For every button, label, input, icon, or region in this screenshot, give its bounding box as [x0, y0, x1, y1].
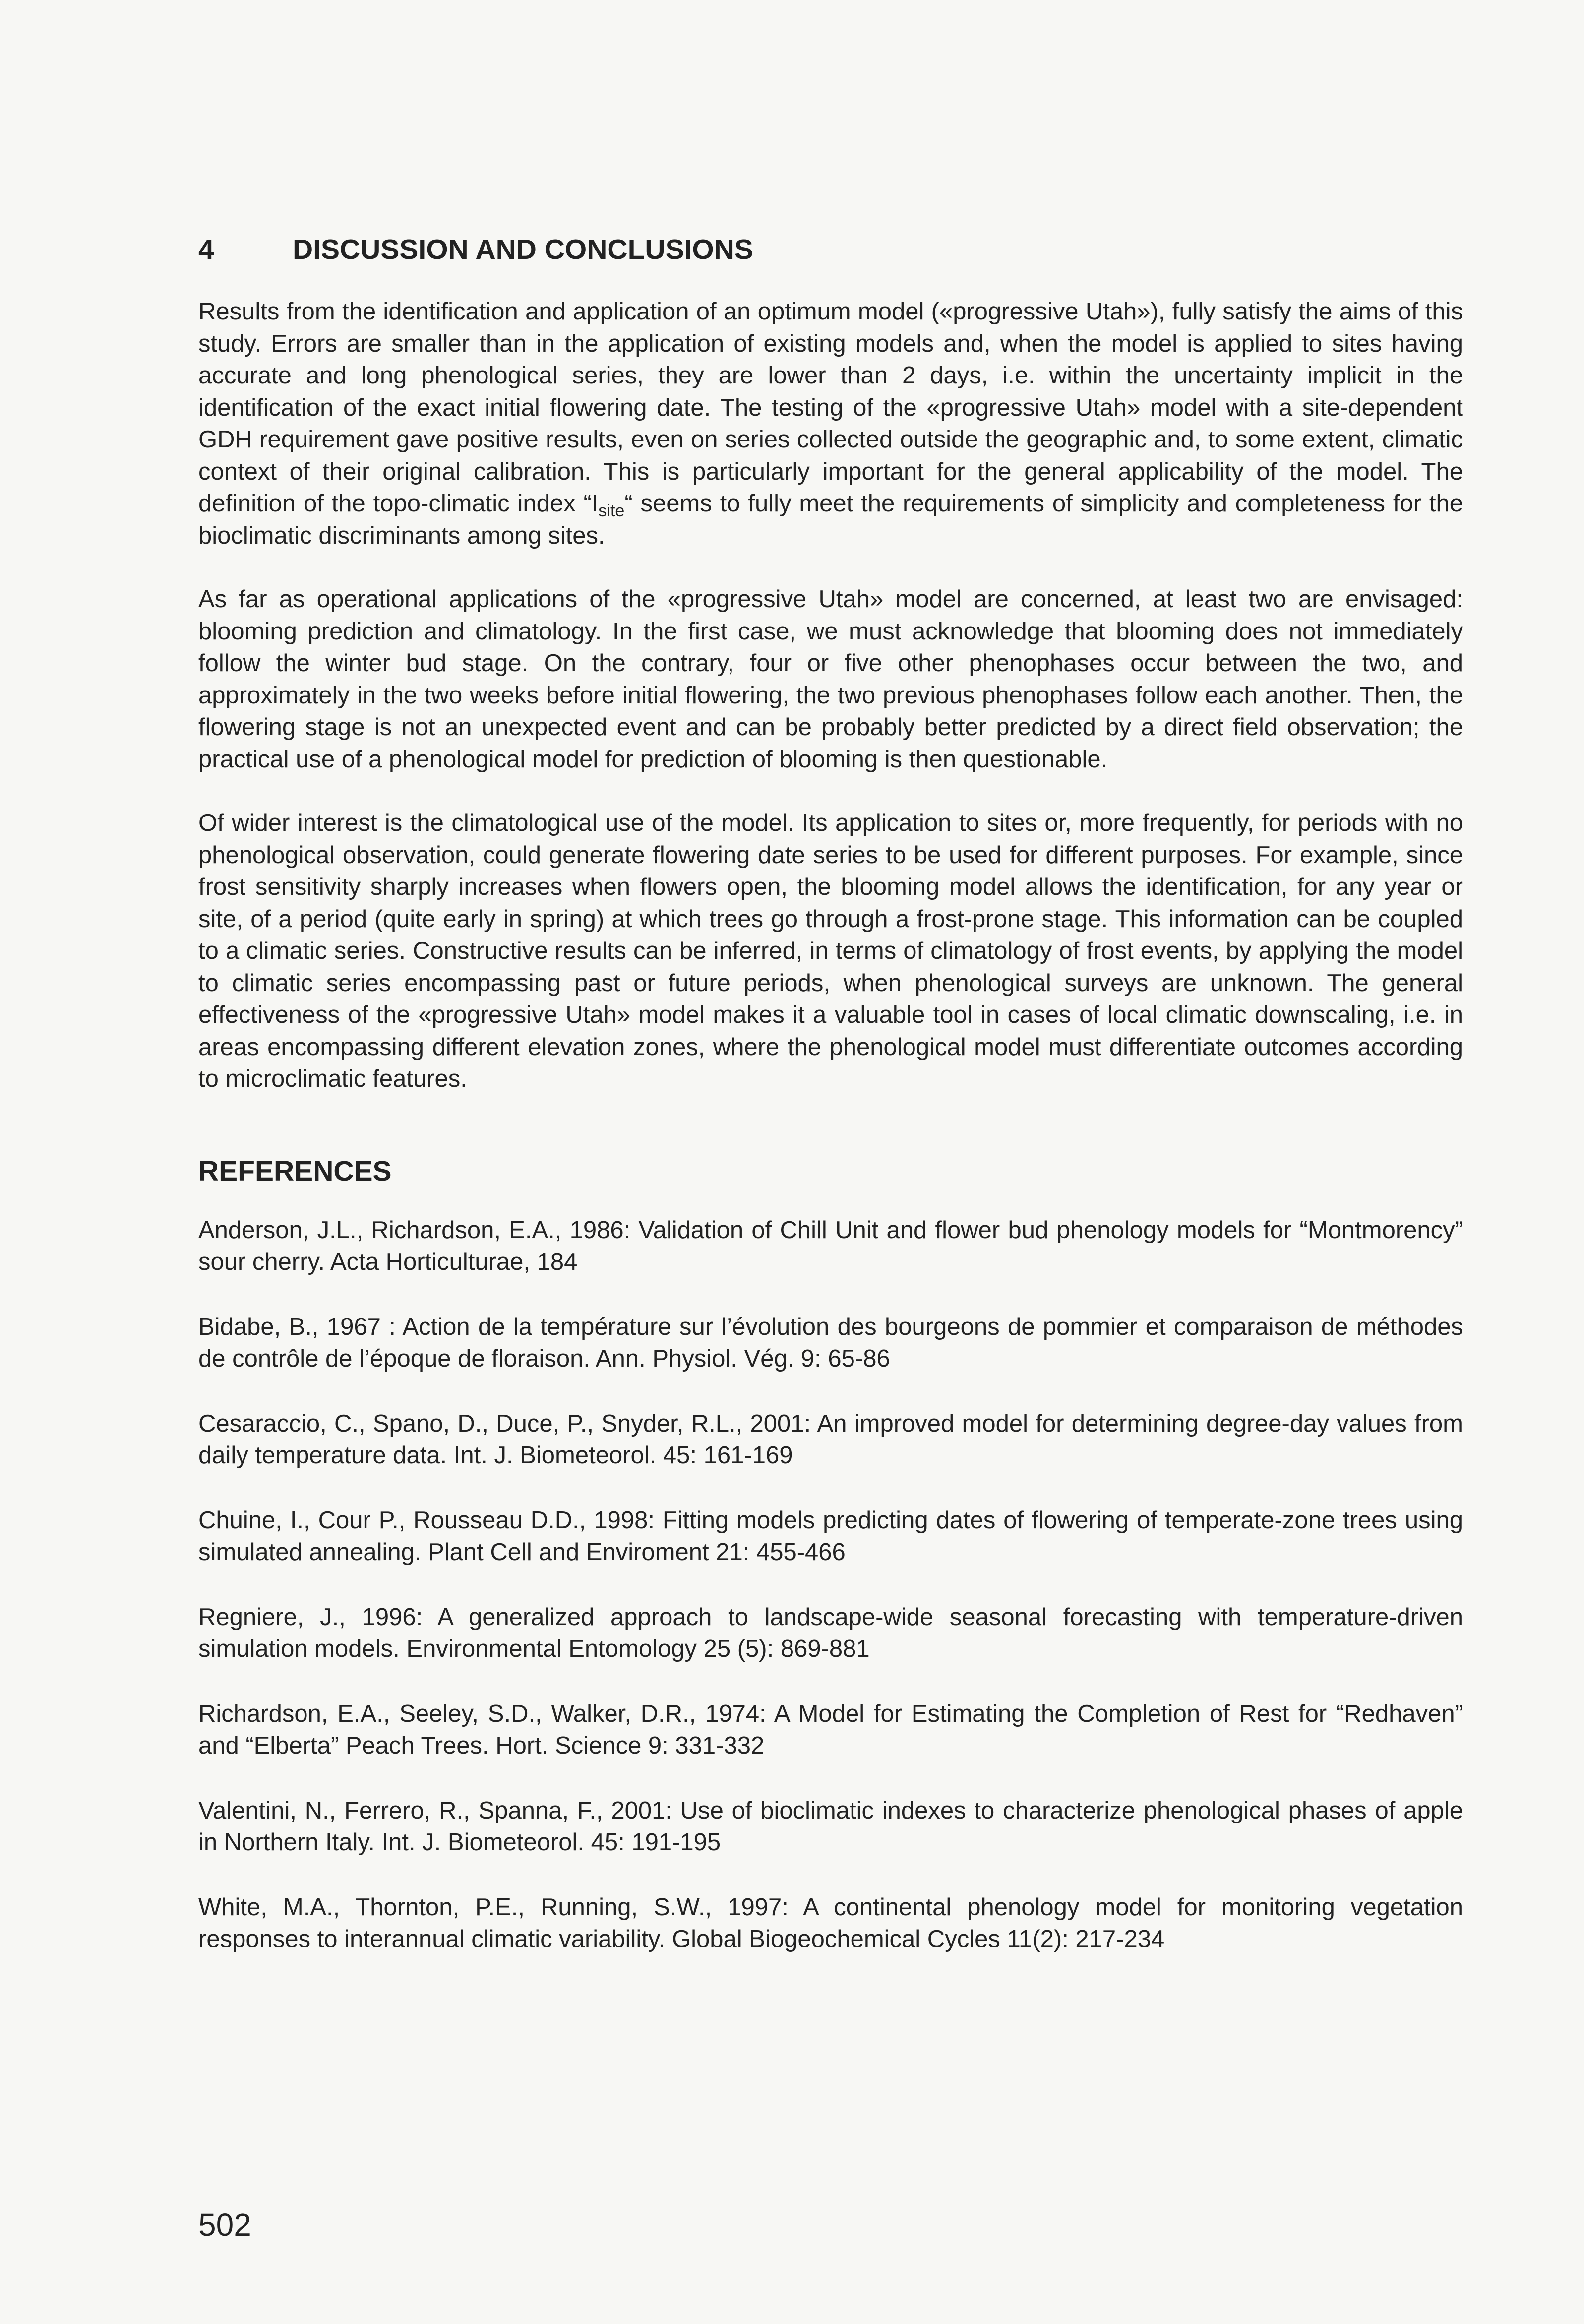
paragraph-3: Of wider interest is the climatological use of the model. Its application to sites or, more frequently, for periods with no phenological observation, could generate flowering date series to be used for different purposes. For example, since frost sensitivity sharply increases when flowers open, the blooming model allows the identification, for any year or site, of a period (quite early in spring) at which trees go through a frost-prone stage. This information can be coupled to a climatic series. Constructive results can be inferred, in terms of climatology of frost events, by applying the model to climatic series encompassing past or future periods, when phenological surveys are unknown. The general effectiveness of the «progressive Utah» model makes it a valuable tool in cases of local climatic downscaling, i.e. in areas encompassing different elevation zones, where the phenological model must differentiate outcomes according to microclimatic features. [198, 810, 1463, 1092]
section-number: 4 [198, 234, 214, 265]
page-number: 502 [198, 2207, 251, 2243]
reference-item: Regniere, J., 1996: A generalized approach to landscape-wide seasonal forecasting with temperature-driven simulation models. Environmental Entomology 25 (5): 869-881 [198, 1603, 1463, 1662]
paragraph-1-text-a: Results from the identification and application of an optimum model («progressive Utah»), fully satisfy the aims of this study. Errors are smaller than in the application of existing models and, when the model is applied to sites having accurate and long phenological series, they are lower than 2 days, i.e. within the uncertainty implicit in the identification of the exact initial flowering date. The testing of the «progressive Utah» model with a site-dependent GDH requirement gave positive results, even on series collected outside the geographic and, to some extent, climatic context of their original calibration. This is particularly important for the general applicability of the model. The definition of the topo-climatic index “I [198, 298, 1463, 517]
reference-item: White, M.A., Thornton, P.E., Running, S.W., 1997: A continental phenology model for monitoring vegetation responses to interannual climatic variability. Global Biogeochemical Cycles 11(2): 217-234 [198, 1893, 1463, 1952]
paragraph-1-subscript: site [598, 502, 625, 520]
reference-item: Bidabe, B., 1967 : Action de la température sur l’évolution des bourgeons de pommier et comparaison de méthodes de contrôle de l’époque de floraison. Ann. Physiol. Vég. 9: 65-86 [198, 1313, 1463, 1372]
paragraph-1-text-b: “ seems to fully meet the requirements of simplicity and completeness for the bioclimatic discriminants among sites. [198, 490, 1463, 549]
section-heading [198, 233, 1463, 266]
reference-item: Chuine, I., Cour P., Rousseau D.D., 1998: Fitting models predicting dates of flowering of temperate-zone trees using simulated annealing. Plant Cell and Enviroment 21: 455-466 [198, 1507, 1463, 1566]
section-title: DISCUSSION AND CONCLUSIONS [293, 234, 753, 265]
reference-item: Cesaraccio, C., Spano, D., Duce, P., Snyder, R.L., 2001: An improved model for determining degree-day values from daily temperature data. Int. J. Biometeorol. 45: 161-169 [198, 1410, 1463, 1469]
page-content [198, 233, 1463, 1988]
paragraph-2: As far as operational applications of the «progressive Utah» model are concerned, at least two are envisaged: blooming prediction and climatology. In the first case, we must acknowledge that blooming does not immediately follow the winter bud stage. On the contrary, four or five other phenophases occur between the two, and approximately in the two weeks before initial flowering, the two previous phenophases follow each another. Then, the flowering stage is not an unexpected event and can be probably better predicted by a direct field observation; the practical use of a phenological model for prediction of blooming is then questionable. [198, 586, 1463, 773]
references-heading: REFERENCES [198, 1155, 392, 1187]
references-list [198, 1214, 1463, 1955]
reference-item: Anderson, J.L., Richardson, E.A., 1986: Validation of Chill Unit and flower bud phenology models for “Montmorency” sour cherry. Acta Horticulturae, 184 [198, 1216, 1463, 1275]
reference-item: Richardson, E.A., Seeley, S.D., Walker, D.R., 1974: A Model for Estimating the Completion of Rest for “Redhaven” and “Elberta” Peach Trees. Hort. Science 9: 331-332 [198, 1700, 1463, 1759]
reference-item: Valentini, N., Ferrero, R., Spanna, F., 2001: Use of bioclimatic indexes to characterize phenological phases of apple in Northern Italy. Int. J. Biometeorol. 45: 191-195 [198, 1797, 1463, 1856]
paragraph-1 [198, 296, 1463, 552]
